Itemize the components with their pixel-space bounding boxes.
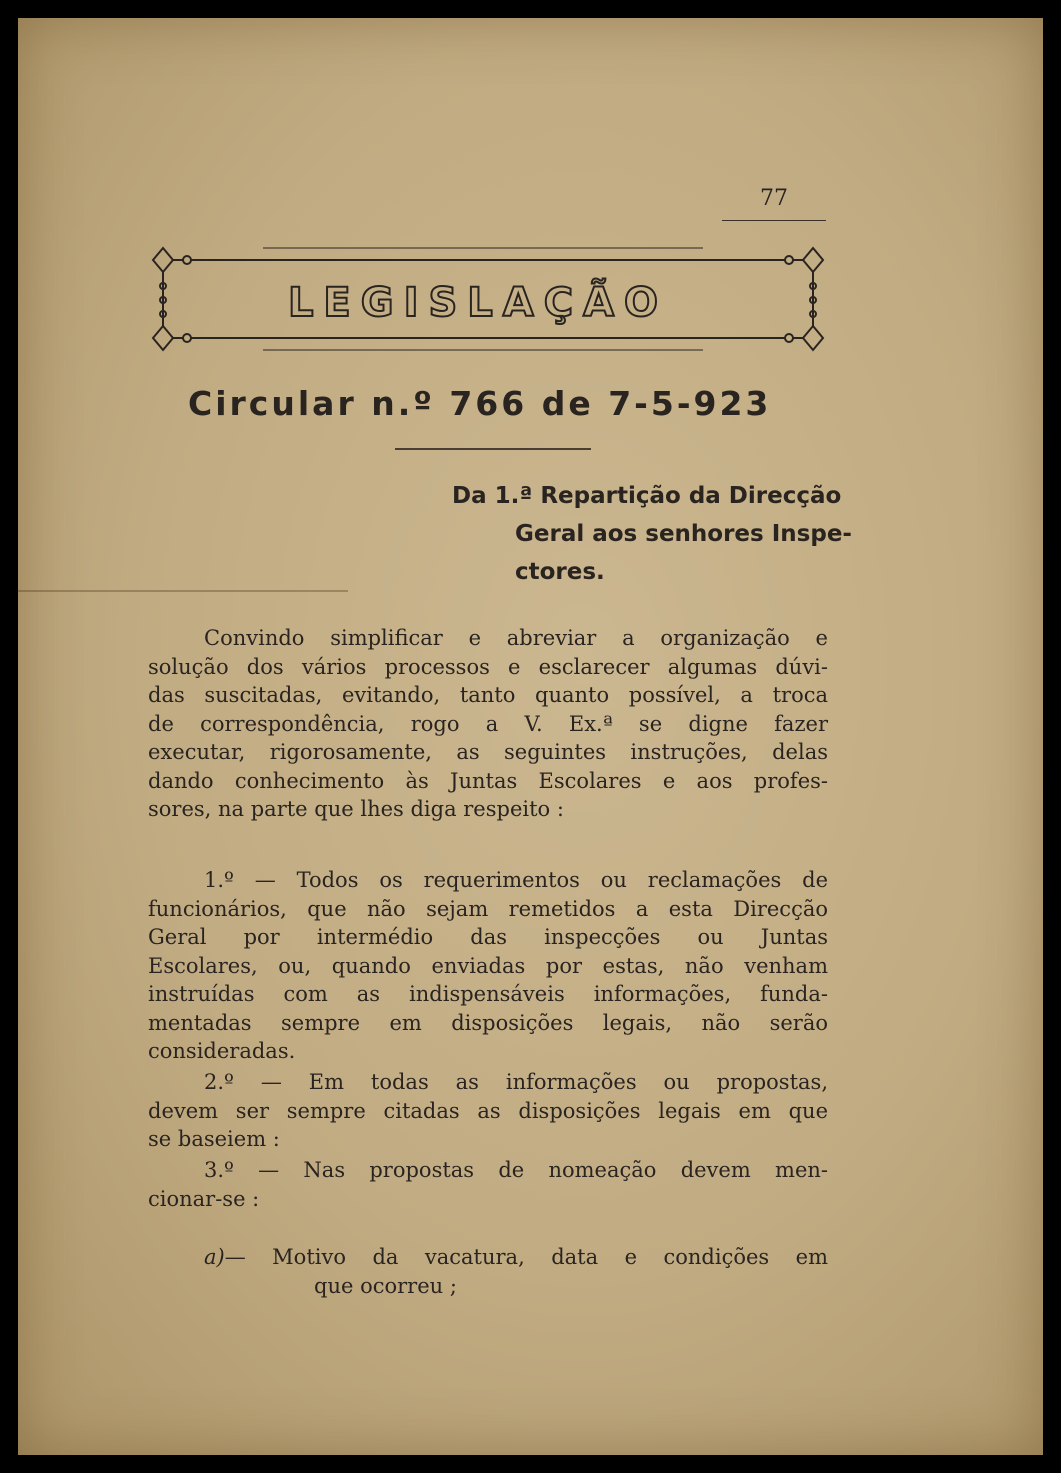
- text-line: consideradas.: [148, 1039, 296, 1063]
- text-line: das suscitadas, evitando, tanto quanto possível, a troca: [148, 683, 828, 707]
- text-line: mentadas sempre em disposições legais, não serão: [148, 1010, 828, 1035]
- text-line: dando conhecimento às Juntas Escolares e aos profes-: [148, 768, 828, 793]
- text-line: 2.º — Em todas as informações ou propostas,: [204, 1070, 828, 1094]
- addressee-block: [452, 477, 852, 591]
- item-1-paragraph: [148, 866, 828, 1066]
- text-line: de correspondência, rogo a V. Ex.ª se digne fazer: [148, 711, 828, 736]
- page-number: 77: [760, 186, 788, 211]
- item-a-label: a): [204, 1245, 225, 1269]
- text-line: 1.º — Todos os requerimentos ou reclamações de: [204, 868, 828, 892]
- text-line: que ocorreu ;: [314, 1273, 457, 1298]
- text-line: [148, 1243, 828, 1272]
- page-crease: [18, 590, 348, 592]
- text-line: solução dos vários processos e esclarecer algumas dúvi-: [148, 654, 828, 679]
- text-line: se baseiem :: [148, 1127, 280, 1151]
- text-line: funcionários, que não sejam remetidos a esta Direcção: [148, 896, 828, 921]
- text-line: sores, na parte que lhes diga respeito :: [148, 797, 564, 821]
- item-a-text: — Motivo da vacatura, data e condições em: [224, 1245, 828, 1269]
- page-number-rule: [722, 220, 826, 221]
- document-page: [18, 18, 1043, 1455]
- addressee-line: Da 1.ª Repartição da Direcção: [452, 483, 842, 509]
- text-line: executar, rigorosamente, as seguintes instruções, delas: [148, 740, 828, 764]
- text-line: devem ser sempre citadas as disposições legais em que: [148, 1098, 828, 1123]
- item-2-paragraph: [148, 1068, 828, 1154]
- section-banner: [143, 238, 833, 368]
- section-title: LEGISLAÇÃO: [287, 280, 669, 326]
- intro-paragraph: [148, 624, 828, 824]
- item-a-paragraph: [148, 1243, 828, 1300]
- addressee-line: ctores.: [515, 559, 605, 585]
- text-line: Geral por intermédio das inspecções ou Juntas: [148, 925, 828, 949]
- text-line: instruídas com as indispensáveis informações, funda-: [148, 982, 828, 1006]
- text-line: Escolares, ou, quando enviadas por estas, não venham: [148, 953, 828, 978]
- circular-title: Circular n.º 766 de 7-5-923: [188, 384, 772, 423]
- text-line: 3.º — Nas propostas de nomeação devem men-: [204, 1158, 828, 1182]
- item-3-paragraph: [148, 1156, 828, 1213]
- title-rule: [395, 448, 591, 450]
- text-line: Convindo simplificar e abreviar a organização e: [204, 626, 828, 650]
- text-line: cionar-se :: [148, 1186, 260, 1211]
- addressee-line: Geral aos senhores Inspe-: [515, 521, 852, 547]
